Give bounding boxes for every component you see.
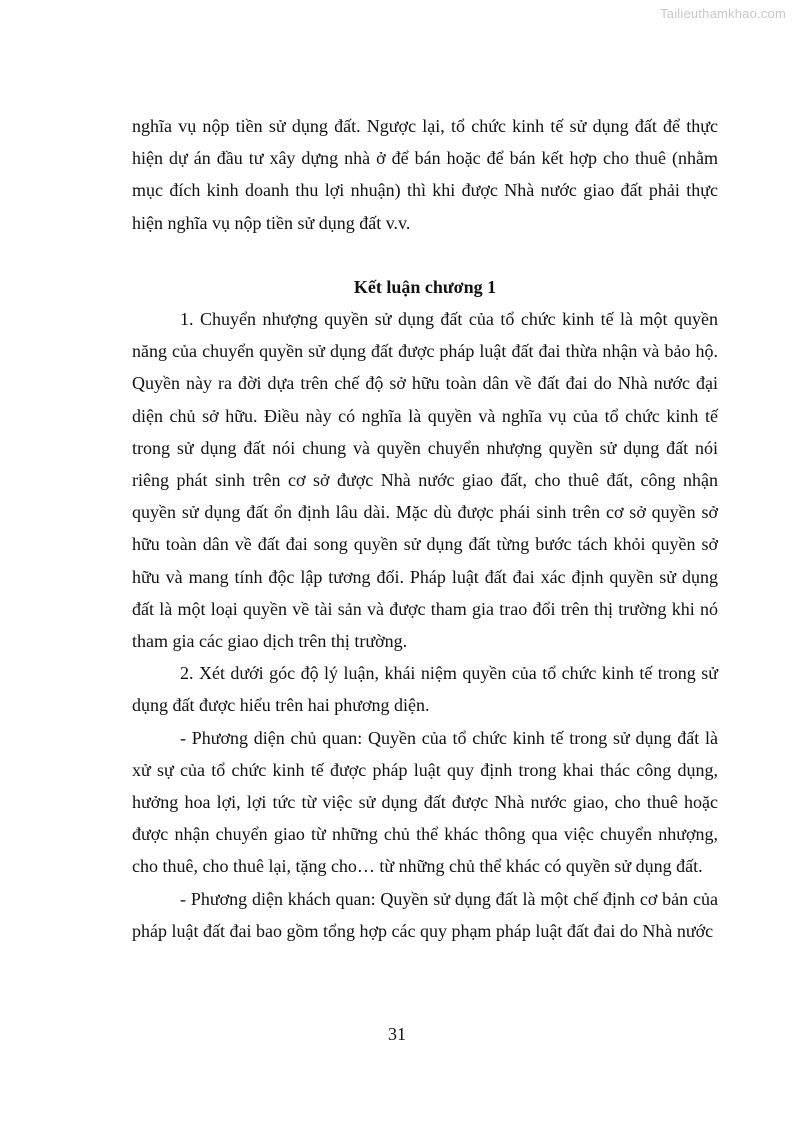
watermark-text: Tailieuthamkhao.com: [660, 6, 786, 21]
body-paragraph-3: - Phương diện chủ quan: Quyền của tổ chức kinh tế trong sử dụng đất là xử sự của tổ chức kinh tế được pháp luật quy định trong khai thác công dụng, hưởng hoa lợi, lợi tức từ việc sử dụng đất được Nhà nước giao, cho thuê hoặc được nhận chuyển giao từ những chủ thể khác thông qua việc chuyển nhượng, cho thuê, cho thuê lại, tặng cho… từ những chủ thể khác có quyền sử dụng đất.: [132, 727, 718, 877]
page-body: [132, 110, 718, 947]
page-number: 31: [388, 1024, 406, 1044]
body-paragraph-4: - Phương diện khách quan: Quyền sử dụng đất là một chế định cơ bản của pháp luật đất đai bao gồm tổng hợp các quy phạm pháp luật đất đai do Nhà nước: [132, 888, 718, 941]
body-paragraph-1: 1. Chuyển nhượng quyền sử dụng đất của tổ chức kinh tế là một quyền năng của chuyển quyền sử dụng đất được pháp luật đất đai thừa nhận và bảo hộ. Quyền này ra đời dựa trên chế độ sở hữu toàn dân về đất đai do Nhà nước đại diện chủ sở hữu. Điều này có nghĩa là quyền và nghĩa vụ của tổ chức kinh tế trong sử dụng đất nói chung và quyền chuyển nhượng quyền sử dụng đất nói riêng phát sinh trên cơ sở được Nhà nước giao đất, cho thuê đất, công nhận quyền sử dụng đất ổn định lâu dài. Mặc dù được phái sinh trên cơ sở quyền sở hữu toàn dân về đất đai song quyền sử dụng đất từng bước tách khỏi quyền sở hữu và mang tính độc lập tương đối. Pháp luật đất đai xác định quyền sử dụng đất là một loại quyền về tài sản và được tham gia trao đổi trên thị trường khi nó tham gia các giao dịch trên thị trường.: [132, 309, 718, 652]
intro-paragraph: nghĩa vụ nộp tiền sử dụng đất. Ngược lại, tổ chức kinh tế sử dụng đất để thực hiện dự án đầu tư xây dựng nhà ở để bán hoặc để bán kết hợp cho thuê (nhằm mục đích kinh doanh thu lợi nhuận) thì khi được Nhà nước giao đất phải thực hiện nghĩa vụ nộp tiền sử dụng đất v.v.: [132, 116, 718, 233]
body-paragraph-2: 2. Xét dưới góc độ lý luận, khái niệm quyền của tổ chức kinh tế trong sử dụng đất được hiểu trên hai phương diện.: [132, 663, 718, 716]
section-title: Kết luận chương 1: [353, 276, 497, 297]
